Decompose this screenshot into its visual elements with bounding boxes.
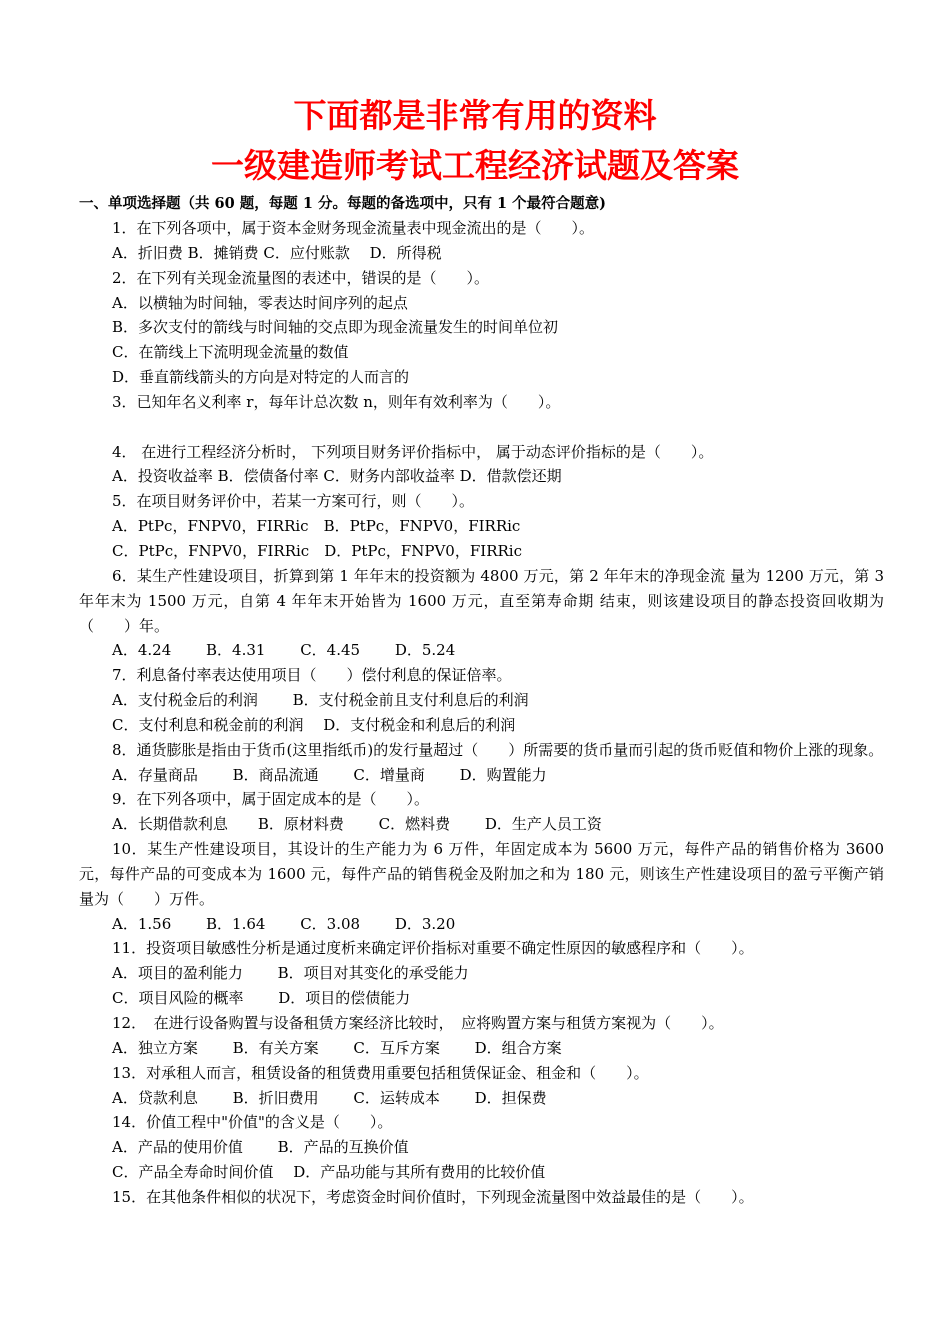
options-14ab: A．产品的使用价值 B．产品的互换价值 — [112, 1138, 409, 1157]
options-4: A．投资收益率 B．偿债备付率 C．财务内部收益率 D．借款偿还期 — [112, 467, 562, 486]
options-12: A．独立方案 B．有关方案 C．互斥方案 D．组合方案 — [112, 1038, 562, 1057]
options-7cd: C．支付利息和税金前的利润 D．支付税金和利息后的利润 — [112, 715, 516, 734]
options-8: A．存量商品 B．商品流通 C．增量商 D．购置能力 — [112, 765, 547, 784]
doc-title-line1: 下面都是非常有用的资料 — [293, 96, 657, 135]
question-11: 11．投资项目敏感性分析是通过度析来确定评价指标对重要不确定性原因的敏感程序和（ ）。 — [112, 939, 754, 958]
options-5cd: C．PtPc，FNPV0，FIRRic D．PtPc，FNPV0，FIRRic — [112, 541, 522, 560]
options-13: A．贷款利息 B．折旧费用 C．运转成本 D．担保费 — [112, 1088, 547, 1107]
options-10: A．1.56 B．1.64 C．3.08 D．3.20 — [112, 914, 456, 933]
options-14cd: C．产品全寿命时间价值 D．产品功能与其所有费用的比较价值 — [112, 1163, 546, 1182]
question-14: 14．价值工程中"价值"的含义是（ ）。 — [112, 1113, 393, 1132]
doc-title-line2: 一级建造师考试工程经济试题及答案 — [211, 146, 739, 185]
question-12: 12． 在进行设备购置与设备租赁方案经济比较时， 应将购置方案与租赁方案视为（ ）。 — [112, 1014, 724, 1032]
options-11cd: C．项目风险的概率 D．项目的偿债能力 — [112, 989, 411, 1008]
option-2c: C．在箭线上下流明现金流量的数值 — [112, 343, 349, 362]
question-7: 7．利息备付率表达使用项目（ ）偿付利息的保证倍率。 — [112, 666, 512, 685]
blank-line — [79, 415, 884, 440]
question-2: 2．在下列有关现金流量图的表述中，错误的是（ ）。 — [112, 268, 490, 287]
option-2a: A．以横轴为时间轴，零表达时间序列的起点 — [112, 293, 408, 312]
question-15: 15．在其他条件相似的状况下，考虑资金时间价值时，下列现金流量图中效益最佳的是（ ）。 — [112, 1187, 754, 1206]
question-8: 8．通货膨胀是指由于货币(这里指纸币)的发行量超过（ ）所需要的货币量而引起的货币贬值和物价上涨的现象。 — [112, 740, 884, 759]
section-heading: 一、单项选择题（共 60 题，每题 1 分。每题的备选项中，只有 1 个最符合题意) — [79, 195, 607, 212]
question-list — [79, 216, 884, 1210]
question-1: 1．在下列各项中，属于资本金财务现金流量表中现金流出的是（ ）。 — [112, 219, 595, 237]
options-7ab: A．支付税金后的利润 B．支付税金前且支付利息后的利润 — [112, 691, 529, 710]
question-6: 6．某生产性建设项目，折算到第 1 年年末的投资额为 4800 万元，第 2 年年末的净现金流 量为 1200 万元，第 3 年年末为 1500 万元，自第 4 年年末开始皆为 1600 万元，直至第寿命期 结束，则该建设项目的静态投资回收期为（ ）年。 — [79, 566, 884, 635]
question-3: 3．已知年名义利率 r，每年计总次数 n，则年有效利率为（ ）。 — [112, 392, 561, 411]
question-10: 10．某生产性建设项目，其设计的生产能力为 6 万件，年固定成本为 5600 万元，每件产品的销售价格为 3600 元，每件产品的可变成本为 1600 元，每件产品的销售税金及附加之和为 180 元，则该生产性建设项目的盈亏平衡产销量为（ ）万件。 — [79, 840, 884, 908]
question-5: 5．在项目财务评价中，若某一方案可行，则（ ）。 — [112, 492, 475, 511]
options-5ab: A．PtPc，FNPV0，FIRRic B．PtPc，FNPV0，FIRRic — [112, 517, 521, 536]
options-9: A．长期借款利息 B．原材料费 C．燃料费 D．生产人员工资 — [112, 815, 602, 834]
options-11ab: A．项目的盈利能力 B．项目对其变化的承受能力 — [112, 964, 469, 983]
question-13: 13．对承租人而言，租赁设备的租赁费用重要包括租赁保证金、租金和（ ）。 — [112, 1063, 649, 1082]
options-1: A．折旧费 B．摊销费 C．应付账款 D．所得税 — [112, 243, 442, 262]
question-9: 9．在下列各项中，属于固定成本的是（ ）。 — [112, 790, 430, 809]
question-4: 4． 在进行工程经济分析时， 下列项目财务评价指标中， 属于动态评价指标的是（ ）。 — [112, 442, 714, 461]
option-2b: B．多次支付的箭线与时间轴的交点即为现金流量发生的时间单位初 — [112, 318, 559, 337]
options-6: A．4.24 B．4.31 C．4.45 D．5.24 — [112, 641, 456, 660]
option-2d: D．垂直箭线箭头的方向是对特定的人而言的 — [112, 368, 410, 387]
